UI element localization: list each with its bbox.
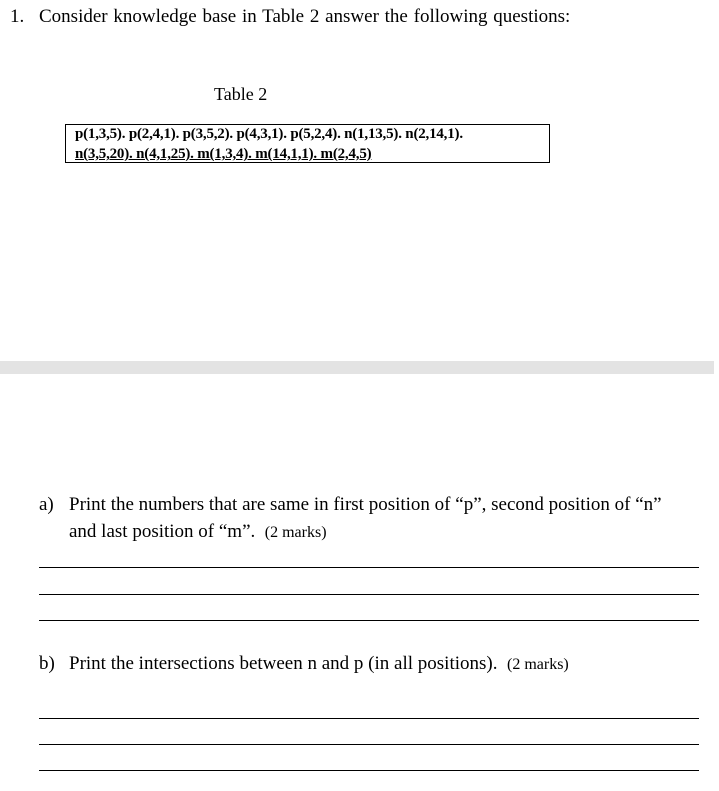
part-b-text-content: Print the intersections between n and p (in all positions). — [69, 653, 498, 674]
part-b-answer-line-1[interactable] — [39, 718, 699, 719]
question-text: Consider knowledge base in Table 2 answer the following questions: — [39, 6, 571, 27]
page-break-divider — [0, 361, 714, 374]
knowledge-base-line-1: p(1,3,5). p(2,4,1). p(3,5,2). p(4,3,1). p(5,2,4). n(1,13,5). n(2,14,1). — [75, 126, 463, 142]
part-a-text-line-1: Print the numbers that are same in first position of “p”, second position of “n” — [69, 494, 662, 515]
part-a-text-line-2 — [69, 521, 327, 543]
part-b-text-line-1 — [69, 653, 569, 675]
part-a-marks: (2 marks) — [264, 524, 327, 541]
table-caption: Table 2 — [214, 84, 268, 104]
part-b-label: b) — [39, 653, 55, 674]
part-a-label: a) — [39, 494, 54, 515]
part-b-answer-line-2[interactable] — [39, 744, 699, 745]
part-a-answer-line-2[interactable] — [39, 594, 699, 595]
question-number: 1. — [10, 6, 25, 27]
part-a-text-line-2-content: and last position of “m”. — [69, 521, 256, 542]
part-a-answer-line-3[interactable] — [39, 620, 699, 621]
part-b-answer-line-3[interactable] — [39, 770, 699, 771]
part-a-answer-line-1[interactable] — [39, 567, 699, 568]
knowledge-base-line-2: n(3,5,20). n(4,1,25). m(1,3,4). m(14,1,1). m(2,4,5) — [75, 146, 372, 162]
part-b-marks: (2 marks) — [506, 656, 569, 673]
